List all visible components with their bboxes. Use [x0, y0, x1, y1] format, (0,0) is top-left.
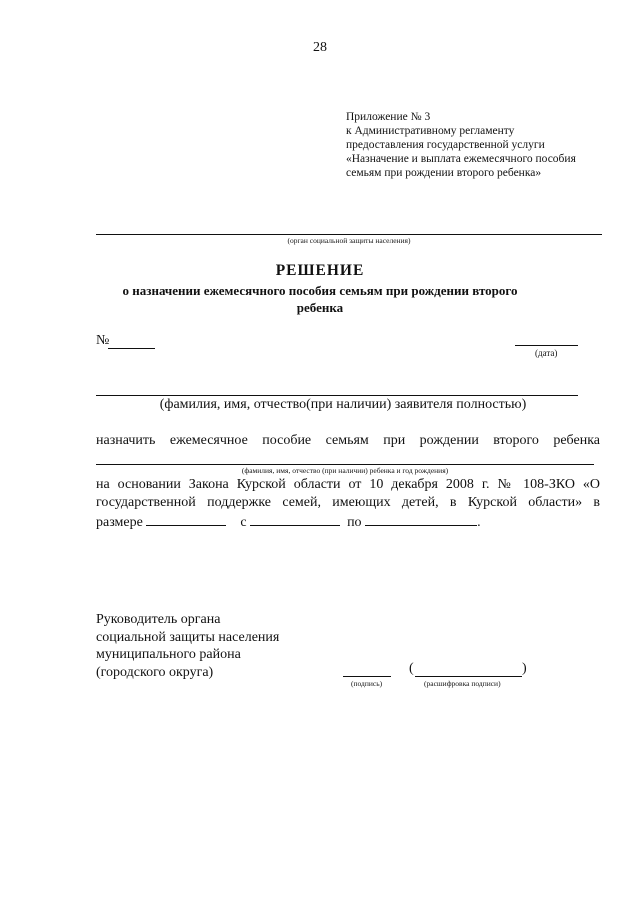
basis-line-2: государственной поддержке семей, имеющих детей, в Курской области» в	[96, 495, 600, 510]
period-end: .	[477, 515, 481, 530]
appendix-line: предоставления государственной услуги	[346, 139, 545, 151]
signatory-line: социальной защиты населения	[96, 629, 280, 645]
number-field-line	[108, 348, 155, 349]
amount-row	[96, 513, 481, 531]
assign-text: назначить ежемесячное пособие семьям при рождении второго ребенка	[96, 433, 600, 448]
appendix-line: семьям при рождении второго ребенка»	[346, 167, 542, 179]
org-field-line	[96, 234, 602, 235]
signature-field-line	[343, 676, 391, 677]
document-title: РЕШЕНИЕ	[275, 262, 365, 279]
to-date-field	[365, 513, 477, 526]
page-number: 28	[313, 40, 327, 55]
signatory-line: Руководитель органа	[96, 612, 221, 627]
child-field-line	[96, 464, 594, 465]
amount-label: размере	[96, 515, 143, 530]
paren-open: (	[409, 661, 414, 676]
to-label: по	[347, 515, 362, 530]
applicant-caption: (фамилия, имя, отчество(при наличии) заявителя полностью)	[159, 397, 527, 412]
signature-caption: (подпись)	[351, 679, 383, 688]
paren-close: )	[522, 661, 527, 676]
appendix-line: «Назначение и выплата ежемесячного пособия	[346, 153, 576, 165]
from-date-field	[250, 513, 340, 526]
signatory-line: (городского округа)	[96, 664, 214, 680]
appendix-header	[346, 110, 576, 180]
number-label: №	[96, 333, 110, 348]
child-caption: (фамилия, имя, отчество (при наличии) ребенка и год рождения)	[241, 466, 449, 475]
document-subtitle: о назначении ежемесячного пособия семьям при рождении второго ребенка	[122, 283, 518, 315]
signatory-line: муниципального района	[96, 647, 241, 662]
org-caption: (орган социальной защиты населения)	[287, 236, 411, 245]
signatory-block	[96, 611, 279, 681]
applicant-field-line	[96, 395, 578, 396]
basis-line-1: на основании Закона Курской области от 10 декабря 2008 г. № 108-ЗКО «О	[96, 477, 600, 492]
signature-decode-caption: (расшифровка подписи)	[424, 679, 501, 688]
amount-field	[146, 513, 226, 526]
appendix-line: к Административному регламенту	[346, 125, 515, 137]
signature-decode-field-line	[415, 676, 522, 677]
date-caption: (дата)	[535, 348, 558, 358]
from-label: с	[240, 515, 247, 530]
date-field-line	[515, 345, 578, 346]
appendix-line: Приложение № 3	[346, 111, 431, 123]
